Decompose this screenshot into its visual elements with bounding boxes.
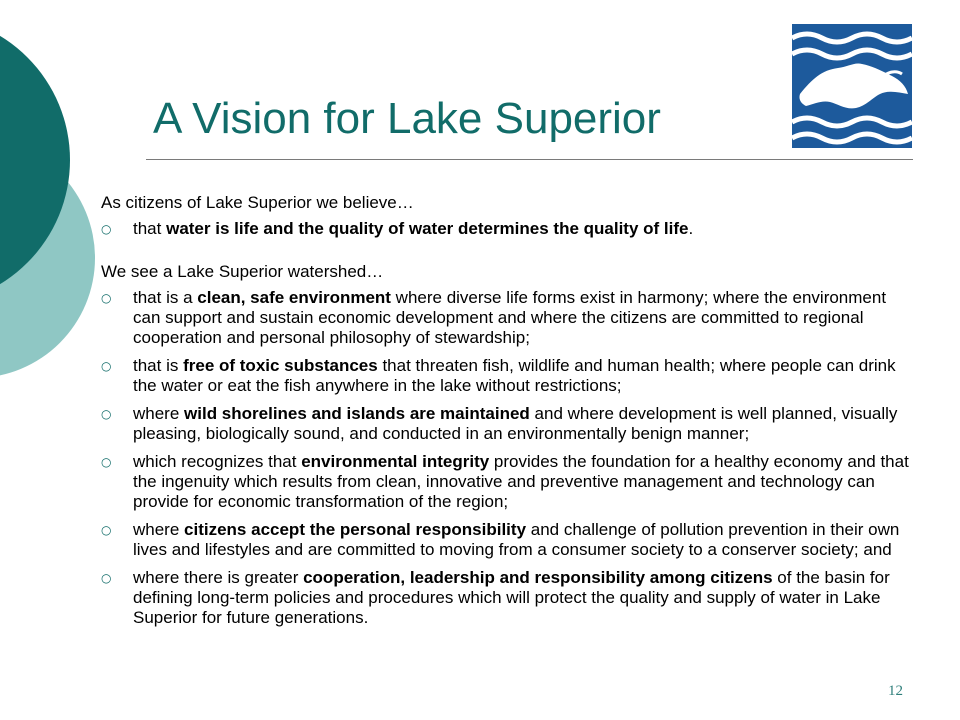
intro-believe: As citizens of Lake Superior we believe… <box>101 193 414 212</box>
list-item: ○ where wild shorelines and islands are maintained and where development is well planned, visually pleasing, biologically sound, and conducted in an environmentally benign manner; <box>101 404 898 443</box>
lake-superior-logo-icon <box>792 24 912 148</box>
bullet-icon: ○ <box>101 407 112 421</box>
page-number: 12 <box>888 683 903 699</box>
bullet-icon: ○ <box>101 291 112 305</box>
bullet-icon: ○ <box>101 571 112 585</box>
bullet-icon: ○ <box>101 359 112 373</box>
list-item: ○ that is a clean, safe environment where diverse life forms exist in harmony; where the environment can support and sustain economic development and where the citizens are committed to regional cooperation and personal philosophy of stewardship; <box>101 288 887 347</box>
bullet-icon: ○ <box>101 455 112 469</box>
list-item-belief: ○ that water is life and the quality of water determines the quality of life. <box>101 219 694 238</box>
bullet-icon: ○ <box>101 523 112 537</box>
list-item: ○ which recognizes that environmental integrity provides the foundation for a healthy economy and that the ingenuity which results from clean, innovative and preventive management and technology can provide for economic transformation of the region; <box>101 452 909 511</box>
intro-watershed: We see a Lake Superior watershed… <box>101 262 384 281</box>
slide-title: A Vision for Lake Superior <box>153 94 661 143</box>
list-item: ○ that is free of toxic substances that threaten fish, wildlife and human health; where people can drink the water or eat the fish anywhere in the lake without restrictions; <box>101 356 896 395</box>
title-divider <box>146 159 913 160</box>
list-item: ○ where there is greater cooperation, leadership and responsibility among citizens of the basin for defining long-term policies and procedures which will protect the quality and supply of water in Lake Superior for future generations. <box>101 568 890 627</box>
list-item: ○ where citizens accept the personal responsibility and challenge of pollution prevention in their own lives and lifestyles and are committed to moving from a consumer society to a conserver society; and <box>101 520 900 559</box>
vision-list <box>101 288 916 628</box>
slide-body <box>101 193 916 636</box>
bullet-icon: ○ <box>101 222 112 236</box>
